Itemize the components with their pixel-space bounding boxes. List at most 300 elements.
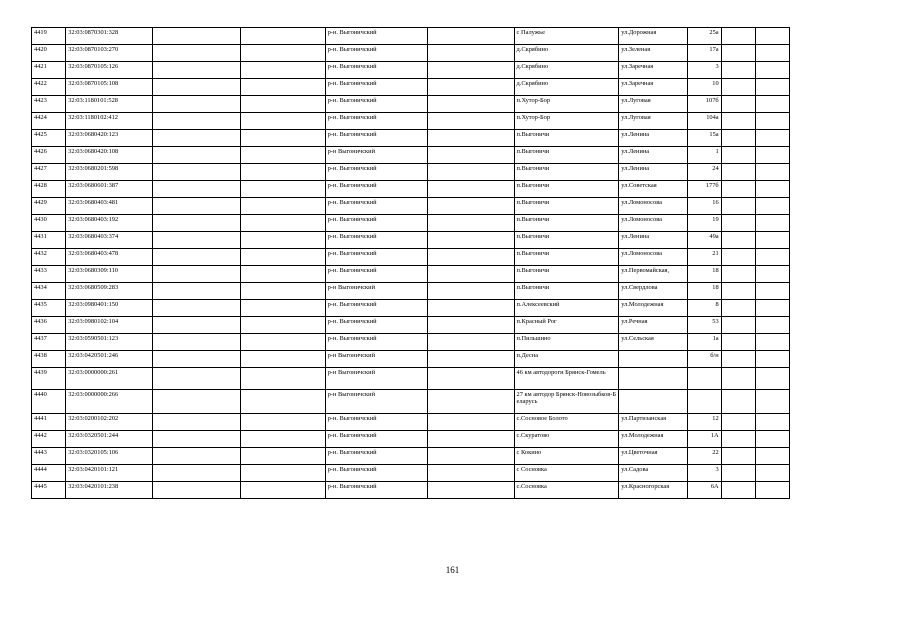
registry-table-body <box>32 28 790 499</box>
blank-cell <box>428 28 514 45</box>
blank-cell <box>152 465 241 482</box>
locality-cell: 27 км автодор Брянск-Новозыбков-Беларусь <box>514 390 619 414</box>
table-row <box>32 130 790 147</box>
blank-cell <box>241 283 325 300</box>
district-cell: р-н. Выгоничский <box>325 198 427 215</box>
district-cell: р-н. Выгоничский <box>325 232 427 249</box>
row-number-cell: 4445 <box>32 482 66 499</box>
street-cell <box>619 390 687 414</box>
house-number-cell: 15а <box>687 130 721 147</box>
blank-cell <box>428 96 514 113</box>
street-cell: ул.Луговая <box>619 96 687 113</box>
table-row <box>32 317 790 334</box>
row-number-cell: 4439 <box>32 368 66 390</box>
row-number-cell: 4429 <box>32 198 66 215</box>
house-number-cell: 49а <box>687 232 721 249</box>
table-row <box>32 414 790 431</box>
blank-cell <box>721 147 755 164</box>
blank-cell <box>152 317 241 334</box>
district-cell: р-н. Выгоничский <box>325 215 427 232</box>
blank-cell <box>428 351 514 368</box>
blank-cell <box>241 130 325 147</box>
blank-cell <box>721 96 755 113</box>
blank-cell <box>721 215 755 232</box>
blank-cell <box>428 448 514 465</box>
house-number-cell: 19 <box>687 215 721 232</box>
blank-cell <box>755 334 789 351</box>
blank-cell <box>755 390 789 414</box>
blank-cell <box>152 181 241 198</box>
blank-cell <box>152 249 241 266</box>
blank-cell <box>721 390 755 414</box>
table-row <box>32 96 790 113</box>
blank-cell <box>152 351 241 368</box>
cadastral-number-cell: 32:03:0870105:108 <box>66 79 152 96</box>
blank-cell <box>755 317 789 334</box>
locality-cell: п.Алексеевский <box>514 300 619 317</box>
blank-cell <box>428 431 514 448</box>
blank-cell <box>428 181 514 198</box>
blank-cell <box>428 215 514 232</box>
blank-cell <box>152 431 241 448</box>
blank-cell <box>152 147 241 164</box>
table-row <box>32 164 790 181</box>
page-number: 161 <box>445 565 460 575</box>
blank-cell <box>721 300 755 317</box>
table-row <box>32 79 790 96</box>
district-cell: р-н. Выгоничский <box>325 181 427 198</box>
blank-cell <box>428 249 514 266</box>
blank-cell <box>428 283 514 300</box>
house-number-cell: 1А <box>687 431 721 448</box>
row-number-cell: 4426 <box>32 147 66 164</box>
row-number-cell: 4430 <box>32 215 66 232</box>
street-cell: ул.Советская <box>619 181 687 198</box>
blank-cell <box>755 431 789 448</box>
blank-cell <box>152 448 241 465</box>
street-cell <box>619 368 687 390</box>
blank-cell <box>721 113 755 130</box>
table-row <box>32 28 790 45</box>
blank-cell <box>152 232 241 249</box>
row-number-cell: 4443 <box>32 448 66 465</box>
blank-cell <box>428 130 514 147</box>
table-row <box>32 368 790 390</box>
row-number-cell: 4432 <box>32 249 66 266</box>
table-row <box>32 482 790 499</box>
blank-cell <box>428 62 514 79</box>
street-cell: ул.Красногорская <box>619 482 687 499</box>
locality-cell: д.Скрябино <box>514 62 619 79</box>
district-cell: р-н. Выгоничский <box>325 431 427 448</box>
street-cell: ул.Заречная <box>619 79 687 96</box>
street-cell <box>619 351 687 368</box>
cadastral-number-cell: 32:03:0680509:283 <box>66 283 152 300</box>
street-cell: ул.Ломоносова <box>619 215 687 232</box>
house-number-cell: 18 <box>687 266 721 283</box>
blank-cell <box>721 79 755 96</box>
blank-cell <box>755 164 789 181</box>
house-number-cell: 1 <box>687 147 721 164</box>
district-cell: р-н Выгоничский <box>325 368 427 390</box>
blank-cell <box>241 164 325 181</box>
locality-cell: д.Скрябино <box>514 79 619 96</box>
blank-cell <box>241 113 325 130</box>
blank-cell <box>755 215 789 232</box>
house-number-cell: 53 <box>687 317 721 334</box>
blank-cell <box>241 448 325 465</box>
table-row <box>32 215 790 232</box>
district-cell: р-н. Выгоничский <box>325 465 427 482</box>
blank-cell <box>755 351 789 368</box>
house-number-cell: 24 <box>687 164 721 181</box>
district-cell: р-н. Выгоничский <box>325 164 427 181</box>
row-number-cell: 4423 <box>32 96 66 113</box>
table-row <box>32 232 790 249</box>
table-row <box>32 351 790 368</box>
cadastral-number-cell: 32:03:0590501:123 <box>66 334 152 351</box>
blank-cell <box>721 28 755 45</box>
row-number-cell: 4419 <box>32 28 66 45</box>
blank-cell <box>152 79 241 96</box>
row-number-cell: 4428 <box>32 181 66 198</box>
blank-cell <box>428 482 514 499</box>
row-number-cell: 4424 <box>32 113 66 130</box>
district-cell: р-н. Выгоничский <box>325 334 427 351</box>
blank-cell <box>755 181 789 198</box>
street-cell: ул.Ленина <box>619 130 687 147</box>
locality-cell: п.Пильшино <box>514 334 619 351</box>
locality-cell: с Кокино <box>514 448 619 465</box>
blank-cell <box>152 113 241 130</box>
blank-cell <box>241 215 325 232</box>
cadastral-number-cell: 32:03:0680420:123 <box>66 130 152 147</box>
blank-cell <box>241 28 325 45</box>
blank-cell <box>241 334 325 351</box>
street-cell: ул.Дорожная <box>619 28 687 45</box>
blank-cell <box>152 368 241 390</box>
blank-cell <box>428 334 514 351</box>
blank-cell <box>721 482 755 499</box>
table-row <box>32 198 790 215</box>
blank-cell <box>755 130 789 147</box>
row-number-cell: 4425 <box>32 130 66 147</box>
district-cell: р-н. Выгоничский <box>325 482 427 499</box>
blank-cell <box>152 390 241 414</box>
district-cell: р-н. Выгоничский <box>325 266 427 283</box>
district-cell: р-н. Выгоничский <box>325 45 427 62</box>
blank-cell <box>755 79 789 96</box>
street-cell: ул.Заречная <box>619 62 687 79</box>
blank-cell <box>152 62 241 79</box>
blank-cell <box>755 300 789 317</box>
street-cell: ул.Цветочная <box>619 448 687 465</box>
house-number-cell: 18 <box>687 283 721 300</box>
cadastral-number-cell: 32:03:0680403:478 <box>66 249 152 266</box>
cadastral-number-cell: 32:03:0680420:108 <box>66 147 152 164</box>
cadastral-number-cell: 32:03:0200102:202 <box>66 414 152 431</box>
blank-cell <box>241 232 325 249</box>
blank-cell <box>428 317 514 334</box>
table-row <box>32 448 790 465</box>
blank-cell <box>152 482 241 499</box>
house-number-cell: 16 <box>687 198 721 215</box>
house-number-cell: 12 <box>687 414 721 431</box>
cadastral-number-cell: 32:03:0680601:387 <box>66 181 152 198</box>
blank-cell <box>721 198 755 215</box>
locality-cell: п.Выгоничи <box>514 130 619 147</box>
district-cell: р-н Выгоничский <box>325 147 427 164</box>
row-number-cell: 4438 <box>32 351 66 368</box>
district-cell: р-н Выгоничский <box>325 283 427 300</box>
row-number-cell: 4435 <box>32 300 66 317</box>
blank-cell <box>152 283 241 300</box>
row-number-cell: 4421 <box>32 62 66 79</box>
district-cell: р-н Выгоничский <box>325 390 427 414</box>
table-row <box>32 334 790 351</box>
blank-cell <box>152 266 241 283</box>
district-cell: р-н. Выгоничский <box>325 414 427 431</box>
blank-cell <box>241 317 325 334</box>
locality-cell: д.Скрябино <box>514 45 619 62</box>
blank-cell <box>241 198 325 215</box>
cadastral-number-cell: 32:03:1180101:528 <box>66 96 152 113</box>
house-number-cell: 1а <box>687 334 721 351</box>
table-row <box>32 300 790 317</box>
blank-cell <box>721 465 755 482</box>
locality-cell: п.Выгоничи <box>514 232 619 249</box>
table-row <box>32 62 790 79</box>
cadastral-number-cell: 32:03:0980401:150 <box>66 300 152 317</box>
blank-cell <box>241 79 325 96</box>
blank-cell <box>241 266 325 283</box>
locality-cell: с Сосновка <box>514 465 619 482</box>
cadastral-number-cell: 32:03:0870105:126 <box>66 62 152 79</box>
house-number-cell: 8 <box>687 300 721 317</box>
blank-cell <box>428 113 514 130</box>
house-number-cell: 21 <box>687 249 721 266</box>
blank-cell <box>428 164 514 181</box>
row-number-cell: 4434 <box>32 283 66 300</box>
street-cell: ул.Ленина <box>619 164 687 181</box>
row-number-cell: 4444 <box>32 465 66 482</box>
blank-cell <box>152 130 241 147</box>
blank-cell <box>428 390 514 414</box>
blank-cell <box>241 249 325 266</box>
locality-cell: п.Выгоничи <box>514 249 619 266</box>
blank-cell <box>721 448 755 465</box>
cadastral-number-cell: 32:03:0680403:192 <box>66 215 152 232</box>
locality-cell: п.Красный Рог <box>514 317 619 334</box>
house-number-cell: 104а <box>687 113 721 130</box>
locality-cell: п.Выгоничи <box>514 215 619 232</box>
house-number-cell: 3 <box>687 465 721 482</box>
house-number-cell <box>687 368 721 390</box>
table-row <box>32 431 790 448</box>
blank-cell <box>241 96 325 113</box>
blank-cell <box>241 45 325 62</box>
cadastral-number-cell: 32:03:0680309:110 <box>66 266 152 283</box>
house-number-cell: 10 <box>687 79 721 96</box>
blank-cell <box>755 198 789 215</box>
row-number-cell: 4433 <box>32 266 66 283</box>
row-number-cell: 4431 <box>32 232 66 249</box>
blank-cell <box>428 266 514 283</box>
blank-cell <box>241 431 325 448</box>
cadastral-number-cell: 32:03:0420501:246 <box>66 351 152 368</box>
blank-cell <box>755 482 789 499</box>
street-cell: ул.Зеленая <box>619 45 687 62</box>
locality-cell: с.Сосновое Болото <box>514 414 619 431</box>
blank-cell <box>241 465 325 482</box>
street-cell: ул.Луговая <box>619 113 687 130</box>
table-row <box>32 283 790 300</box>
house-number-cell: 25а <box>687 28 721 45</box>
blank-cell <box>152 334 241 351</box>
table-row <box>32 266 790 283</box>
cadastral-number-cell: 32:03:0420101:238 <box>66 482 152 499</box>
blank-cell <box>152 215 241 232</box>
blank-cell <box>755 283 789 300</box>
row-number-cell: 4441 <box>32 414 66 431</box>
blank-cell <box>721 181 755 198</box>
district-cell: р-н. Выгоничский <box>325 249 427 266</box>
row-number-cell: 4422 <box>32 79 66 96</box>
blank-cell <box>241 390 325 414</box>
house-number-cell <box>687 390 721 414</box>
cadastral-number-cell: 32:03:0420101:121 <box>66 465 152 482</box>
table-row <box>32 147 790 164</box>
blank-cell <box>152 300 241 317</box>
street-cell: ул.Свердлова <box>619 283 687 300</box>
blank-cell <box>241 368 325 390</box>
table-row <box>32 113 790 130</box>
house-number-cell: 6А <box>687 482 721 499</box>
blank-cell <box>428 45 514 62</box>
blank-cell <box>428 79 514 96</box>
house-number-cell: б/н <box>687 351 721 368</box>
cadastral-number-cell: 32:03:1180102:412 <box>66 113 152 130</box>
blank-cell <box>721 414 755 431</box>
locality-cell: п.Выгоничи <box>514 147 619 164</box>
blank-cell <box>152 198 241 215</box>
street-cell: ул.Ломоносова <box>619 198 687 215</box>
table-row <box>32 465 790 482</box>
district-cell: р-н. Выгоничский <box>325 28 427 45</box>
table-row <box>32 45 790 62</box>
blank-cell <box>721 130 755 147</box>
locality-cell: п.Десна <box>514 351 619 368</box>
blank-cell <box>241 147 325 164</box>
blank-cell <box>152 28 241 45</box>
cadastral-number-cell: 32:03:0870103:270 <box>66 45 152 62</box>
blank-cell <box>755 96 789 113</box>
row-number-cell: 4442 <box>32 431 66 448</box>
locality-cell: п.Хутор-Бор <box>514 96 619 113</box>
blank-cell <box>241 482 325 499</box>
blank-cell <box>428 232 514 249</box>
blank-cell <box>721 351 755 368</box>
locality-cell: с.Скуратово <box>514 431 619 448</box>
blank-cell <box>428 465 514 482</box>
blank-cell <box>721 266 755 283</box>
house-number-cell: 177б <box>687 181 721 198</box>
row-number-cell: 4420 <box>32 45 66 62</box>
house-number-cell: 17а <box>687 45 721 62</box>
house-number-cell: 107б <box>687 96 721 113</box>
blank-cell <box>755 448 789 465</box>
street-cell: ул.Садова <box>619 465 687 482</box>
blank-cell <box>721 368 755 390</box>
street-cell: ул.Партизанская <box>619 414 687 431</box>
street-cell: ул.Ленина <box>619 147 687 164</box>
locality-cell: п.Выгоничи <box>514 266 619 283</box>
street-cell: ул.Молодежная <box>619 300 687 317</box>
blank-cell <box>428 414 514 431</box>
blank-cell <box>755 147 789 164</box>
locality-cell: п.Выгоничи <box>514 283 619 300</box>
row-number-cell: 4427 <box>32 164 66 181</box>
blank-cell <box>755 249 789 266</box>
house-number-cell: 22 <box>687 448 721 465</box>
table-row <box>32 249 790 266</box>
district-cell: р-н. Выгоничский <box>325 130 427 147</box>
cadastral-number-cell: 32:03:0000000:261 <box>66 368 152 390</box>
blank-cell <box>755 45 789 62</box>
blank-cell <box>755 465 789 482</box>
blank-cell <box>241 414 325 431</box>
blank-cell <box>152 164 241 181</box>
registry-table <box>31 27 790 499</box>
locality-cell: 46 км автодороги Брянск-Гомель <box>514 368 619 390</box>
blank-cell <box>721 164 755 181</box>
cadastral-number-cell: 32:03:0870301:328 <box>66 28 152 45</box>
locality-cell: п.Хутор-Бор <box>514 113 619 130</box>
blank-cell <box>721 431 755 448</box>
district-cell: р-н. Выгоничский <box>325 448 427 465</box>
locality-cell: с Палужье <box>514 28 619 45</box>
street-cell: ул.Ломоносова <box>619 249 687 266</box>
blank-cell <box>152 96 241 113</box>
district-cell: р-н. Выгоничский <box>325 96 427 113</box>
blank-cell <box>721 62 755 79</box>
blank-cell <box>755 414 789 431</box>
blank-cell <box>721 317 755 334</box>
cadastral-number-cell: 32:03:0680403:481 <box>66 198 152 215</box>
blank-cell <box>755 62 789 79</box>
blank-cell <box>755 113 789 130</box>
blank-cell <box>721 334 755 351</box>
blank-cell <box>721 45 755 62</box>
street-cell: ул.Речная <box>619 317 687 334</box>
row-number-cell: 4436 <box>32 317 66 334</box>
cadastral-number-cell: 32:03:0980102:104 <box>66 317 152 334</box>
blank-cell <box>755 266 789 283</box>
cadastral-number-cell: 32:03:0680201:598 <box>66 164 152 181</box>
blank-cell <box>721 283 755 300</box>
locality-cell: п.Выгоничи <box>514 181 619 198</box>
blank-cell <box>428 198 514 215</box>
district-cell: р-н. Выгоничский <box>325 300 427 317</box>
blank-cell <box>428 368 514 390</box>
street-cell: ул.Первомайская, <box>619 266 687 283</box>
blank-cell <box>755 232 789 249</box>
street-cell: ул.Сельская <box>619 334 687 351</box>
table-row <box>32 390 790 414</box>
row-number-cell: 4437 <box>32 334 66 351</box>
blank-cell <box>241 300 325 317</box>
blank-cell <box>721 232 755 249</box>
